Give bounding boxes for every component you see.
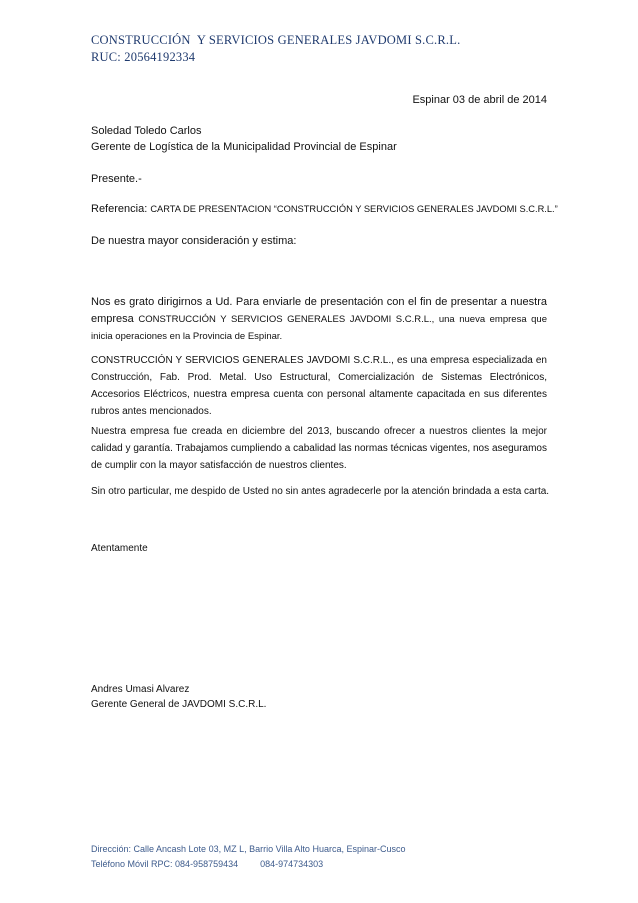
paragraph-3: Nuestra empresa fue creada en diciembre del 2013, buscando ofrecer a nuestros clientes la mejor calidad y garantía. Trabajamos cumpliendo a cabalidad las normas técnicas vigentes, nos aseguramos de cumplir con la mayor satisfacción de nuestros clientes.	[91, 426, 547, 471]
reference-line	[91, 203, 558, 215]
paragraph-1-lead: Nos es grato dirigirnos a Ud. Para enviarle de presentación con el fin de presentar a nuestra empresa	[91, 296, 547, 325]
letter-date: Espinar 03 de abril de 2014	[412, 94, 547, 106]
recipient-title: Gerente de Logística de la Municipalidad Provincial de Espinar	[91, 141, 397, 153]
signer-title: Gerente General de JAVDOMI S.C.R.L.	[91, 699, 267, 710]
reference-label: Referencia:	[91, 203, 151, 215]
closing: Atentamente	[91, 543, 148, 554]
footer-phone-2: 084-974734303	[260, 859, 324, 869]
signer-name: Andres Umasi Alvarez	[91, 684, 190, 695]
paragraph-2: CONSTRUCCIÓN Y SERVICIOS GENERALES JAVDOMI S.C.R.L., es una empresa especializada en Construcción, Fab. Prod. Metal. Uso Estructural, Comercialización de Sistemas Electrónicos, Accesorios Eléctricos, nuestra empresa cuenta con personal altamente capacitada en sus diferentes rubros antes mencionados.	[91, 355, 547, 417]
paragraph-4: Sin otro particular, me despido de Usted no sin antes agradecerle por la atención brindada a esta carta.	[91, 486, 550, 497]
company-ruc: RUC: 20564192334	[91, 50, 196, 64]
footer-phone-label: Teléfono Móvil RPC:	[91, 859, 176, 869]
footer-phone-1: 084-958759434	[175, 859, 239, 869]
recipient-name: Soledad Toledo Carlos	[91, 125, 202, 137]
footer-phone	[91, 857, 323, 872]
company-header: CONSTRUCCIÓN Y SERVICIOS GENERALES JAVDOMI S.C.R.L.	[91, 33, 461, 47]
paragraph-1	[91, 294, 547, 345]
footer-address: Dirección: Calle Ancash Lote 03, MZ L, Barrio Villa Alto Huarca, Espinar-Cusco	[91, 844, 406, 854]
greeting: De nuestra mayor consideración y estima:	[91, 235, 297, 247]
reference-text: CARTA DE PRESENTACION “CONSTRUCCIÓN Y SERVICIOS GENERALES JAVDOMI S.C.R.L.”	[150, 204, 558, 214]
presente-line: Presente.-	[91, 173, 142, 185]
paragraph-1-rest: CONSTRUCCIÓN Y SERVICIOS GENERALES JAVDOMI S.C.R.L., una nueva empresa que inicia operaciones en la Provincia de Espinar.	[91, 314, 547, 342]
